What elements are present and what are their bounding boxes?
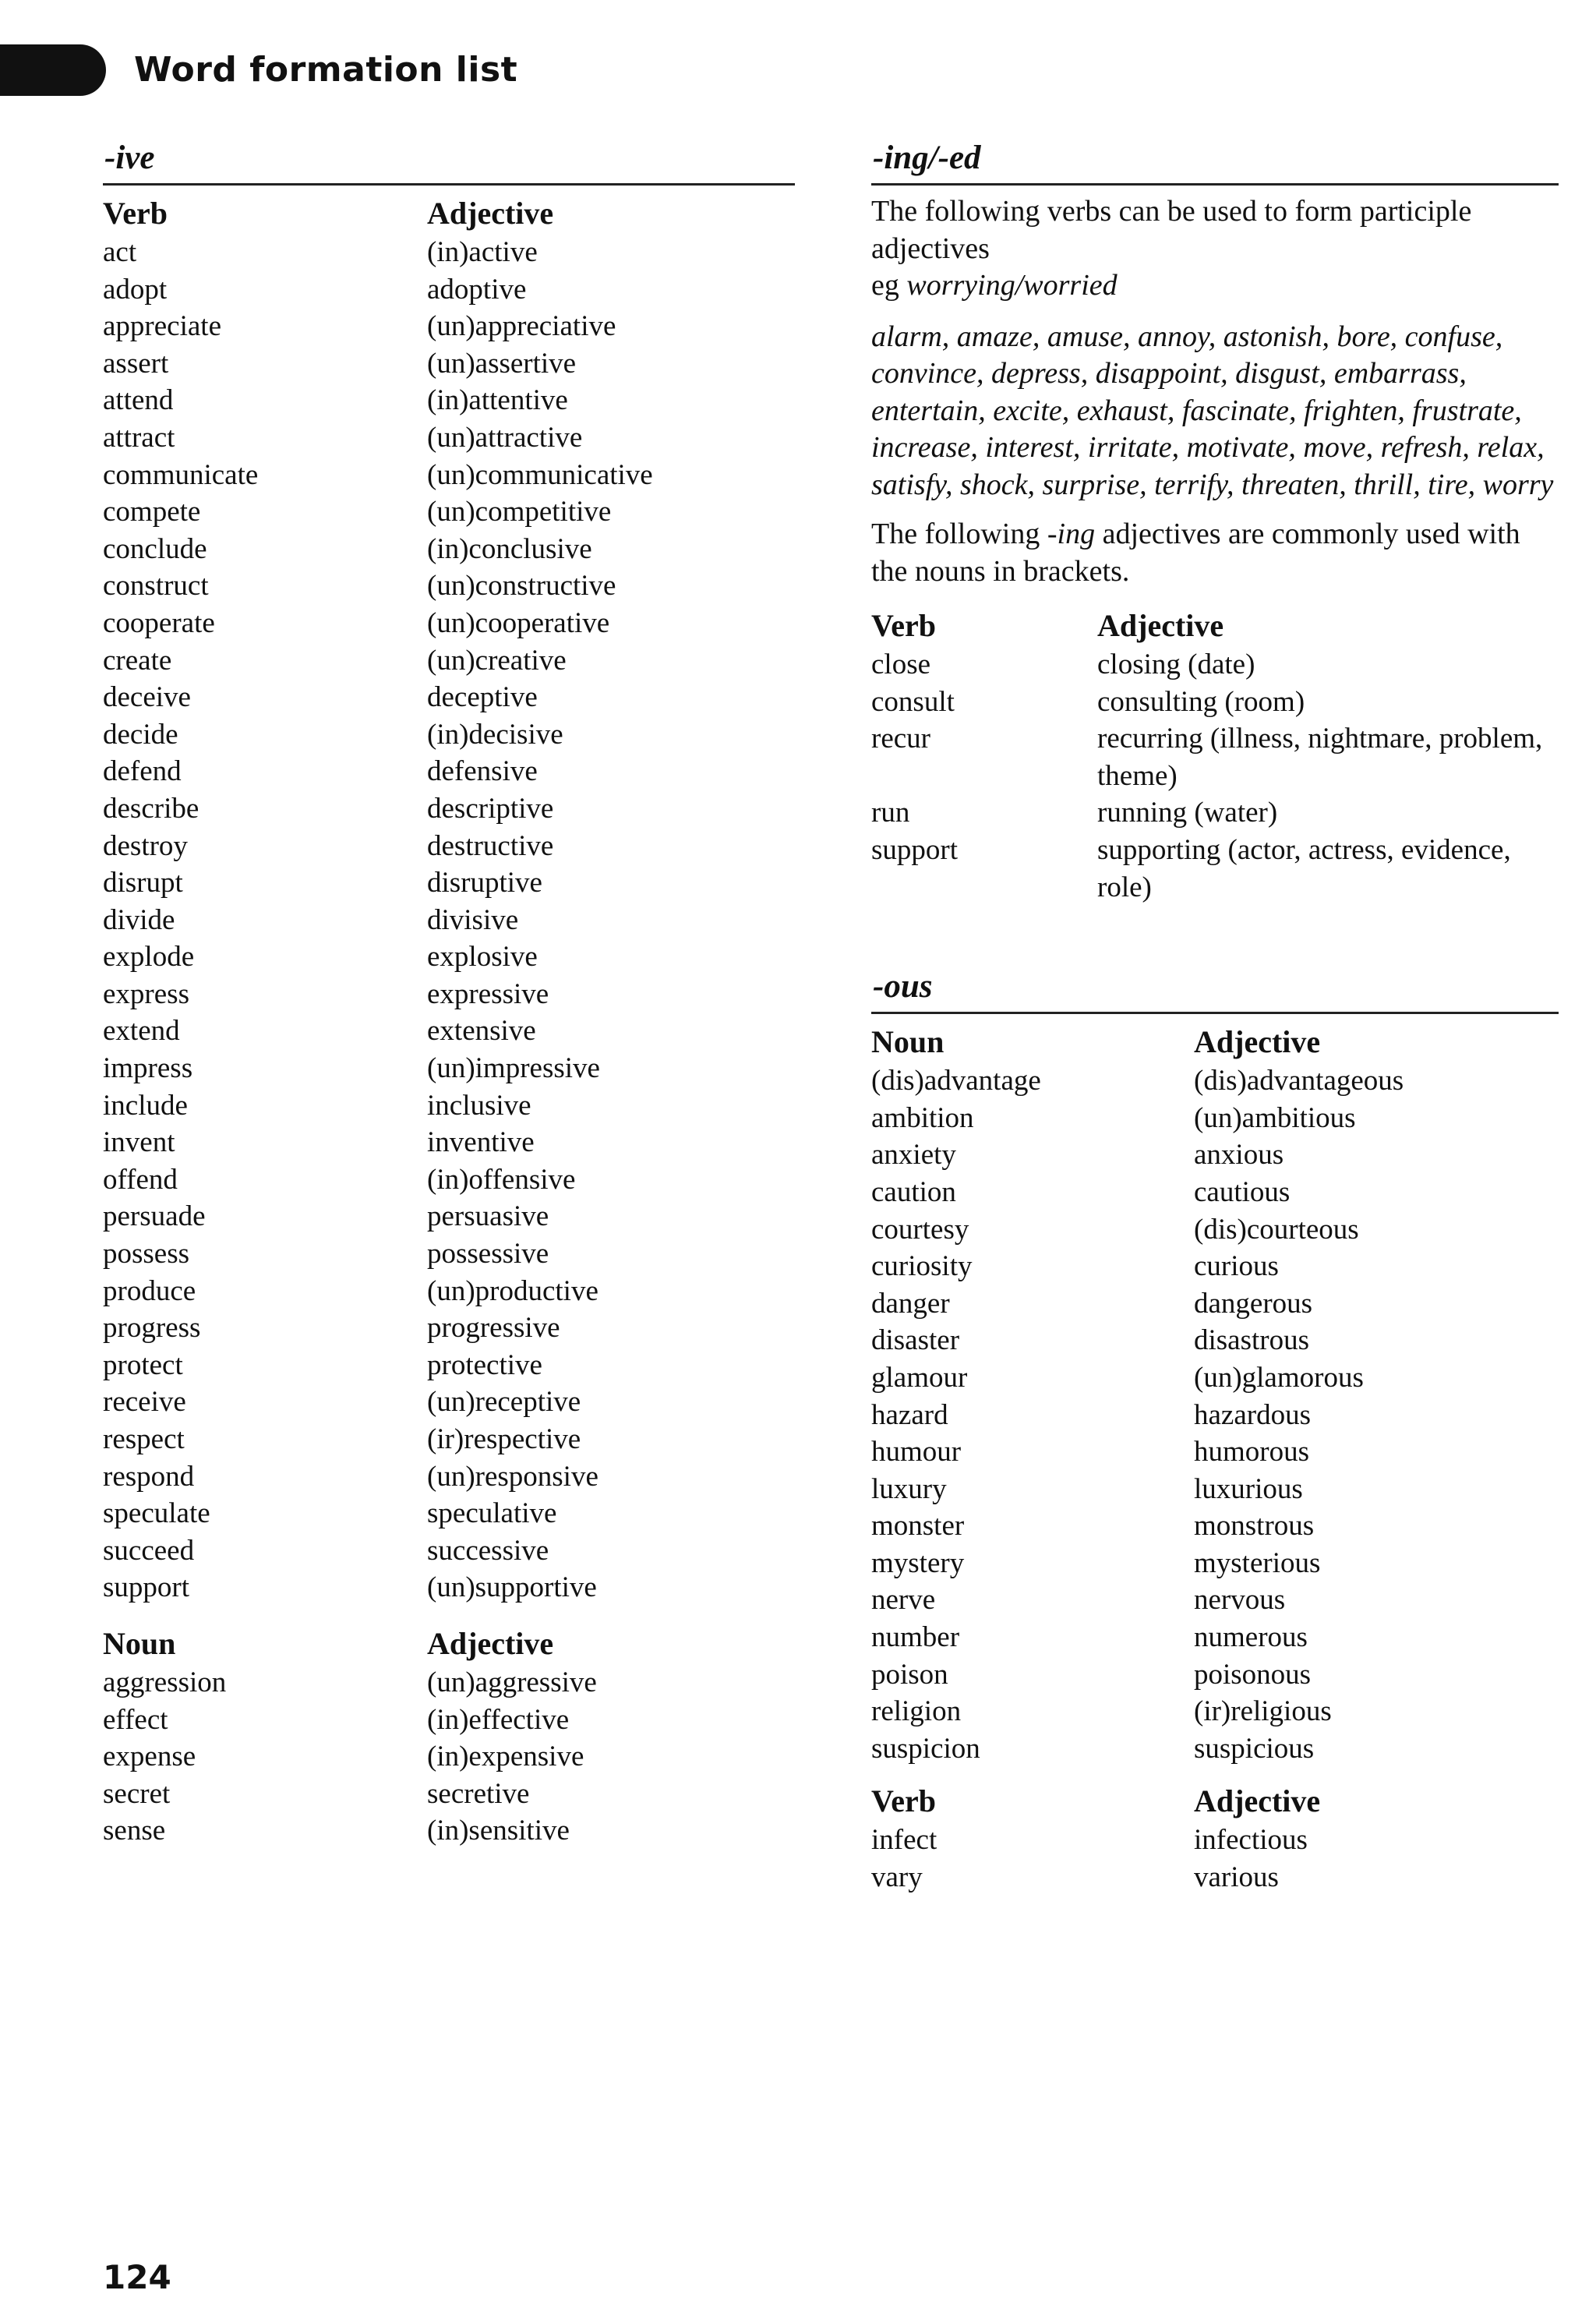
column-header: Noun bbox=[871, 1024, 945, 1060]
base-word: express bbox=[103, 977, 189, 1010]
base-word: decide bbox=[103, 718, 178, 751]
table-row bbox=[103, 976, 795, 1013]
derived-word: successive bbox=[427, 1534, 549, 1567]
base-word: anxiety bbox=[871, 1139, 956, 1172]
derived-word: (un)supportive bbox=[427, 1571, 597, 1604]
table-row bbox=[871, 684, 1559, 721]
table-row bbox=[103, 753, 795, 790]
table-row bbox=[103, 1124, 795, 1161]
table-row bbox=[103, 457, 795, 494]
derived-word: (in)effective bbox=[427, 1703, 570, 1736]
participle-verbs-list: alarm, amaze, amuse, annoy, astonish, bore, confuse, convince, depress, disappoint, disgust, embarrass, entertain, excite, exhaust, fascinate, frighten, frustrate, increase, interest, irritate, motivate, move, refresh, relax, satisfy, shock, surprise, terrify, threaten, thrill, tire, worry bbox=[871, 320, 1554, 501]
base-word: recur bbox=[871, 723, 930, 755]
ing-rows bbox=[871, 646, 1559, 906]
base-word: secret bbox=[103, 1777, 171, 1810]
example-text: worrying/worried bbox=[906, 269, 1118, 302]
base-word: vary bbox=[871, 1861, 923, 1894]
ive-heading: -ive bbox=[104, 140, 155, 176]
derived-word: (in)conclusive bbox=[427, 532, 592, 565]
column-header: Adjective bbox=[427, 1625, 554, 1661]
table-row bbox=[103, 679, 795, 716]
table-row bbox=[103, 1421, 795, 1458]
derived-word: disastrous bbox=[1194, 1324, 1309, 1357]
ing-ed-heading: -ing/-ed bbox=[873, 140, 981, 176]
table-row bbox=[871, 1656, 1559, 1694]
base-word: courtesy bbox=[871, 1213, 969, 1246]
base-word: ambition bbox=[871, 1101, 974, 1134]
derived-word: infectious bbox=[1194, 1824, 1308, 1857]
column-header: Verb bbox=[103, 196, 168, 231]
table-row bbox=[871, 1136, 1559, 1174]
derived-word: suspicious bbox=[1194, 1732, 1315, 1765]
base-word: construct bbox=[103, 570, 209, 603]
table-row bbox=[103, 1309, 795, 1347]
base-word: deceive bbox=[103, 681, 191, 714]
base-word: conclude bbox=[103, 532, 207, 565]
derived-word: possessive bbox=[427, 1238, 549, 1271]
table-row bbox=[103, 1161, 795, 1199]
base-word: persuade bbox=[103, 1200, 206, 1233]
derived-word: curious bbox=[1194, 1250, 1279, 1283]
table-row bbox=[103, 567, 795, 605]
table-row bbox=[103, 1235, 795, 1273]
table-row bbox=[103, 1050, 795, 1087]
table-row bbox=[103, 790, 795, 828]
table-row bbox=[103, 531, 795, 568]
table-row bbox=[871, 1582, 1559, 1619]
base-word: speculate bbox=[103, 1497, 210, 1530]
derived-word: (un)productive bbox=[427, 1274, 598, 1307]
derived-word: defensive bbox=[427, 755, 538, 788]
intro-text: The following verbs can be used to form participle adjectives bbox=[871, 195, 1472, 265]
derived-word: (un)communicative bbox=[427, 458, 653, 491]
derived-word: supporting (actor, actress, evidence, role) bbox=[1097, 833, 1511, 903]
derived-word: (in)sensitive bbox=[427, 1815, 570, 1847]
base-word: assert bbox=[103, 347, 169, 380]
base-word: disaster bbox=[871, 1324, 960, 1357]
table-row bbox=[871, 1100, 1559, 1137]
derived-word: cautious bbox=[1194, 1175, 1291, 1208]
derived-word: (un)constructive bbox=[427, 570, 616, 603]
ive-section bbox=[103, 136, 795, 1850]
derived-word: disruptive bbox=[427, 867, 542, 899]
base-word: succeed bbox=[103, 1534, 195, 1567]
table-row bbox=[103, 1569, 795, 1606]
base-word: possess bbox=[103, 1238, 190, 1271]
table-row bbox=[103, 716, 795, 754]
column-header: Adjective bbox=[1194, 1783, 1321, 1819]
table-row bbox=[871, 1859, 1559, 1896]
ing-adjectives-note bbox=[871, 516, 1559, 590]
base-word: curiosity bbox=[871, 1250, 973, 1283]
base-word: include bbox=[103, 1089, 188, 1122]
table-row bbox=[871, 1545, 1559, 1582]
table-row bbox=[103, 345, 795, 383]
table-row bbox=[103, 1347, 795, 1384]
ous-noun-table-header bbox=[871, 1022, 1559, 1062]
table-row bbox=[871, 1433, 1559, 1471]
base-word: receive bbox=[103, 1386, 186, 1419]
derived-word: adoptive bbox=[427, 273, 527, 306]
base-word: cooperate bbox=[103, 606, 215, 639]
ing-table-header bbox=[871, 606, 1559, 646]
derived-word: (dis)advantageous bbox=[1194, 1065, 1404, 1097]
base-word: danger bbox=[871, 1287, 950, 1320]
derived-word: inventive bbox=[427, 1126, 535, 1159]
derived-word: (un)aggressive bbox=[427, 1666, 597, 1698]
derived-word: recurring (illness, nightmare, problem, theme) bbox=[1097, 723, 1543, 792]
ive-noun-rows bbox=[103, 1664, 795, 1850]
base-word: extend bbox=[103, 1015, 180, 1048]
base-word: attract bbox=[103, 421, 175, 454]
table-row bbox=[871, 1359, 1559, 1397]
base-word: divide bbox=[103, 903, 175, 936]
base-word: defend bbox=[103, 755, 182, 788]
derived-word: extensive bbox=[427, 1015, 536, 1048]
derived-word: (un)assertive bbox=[427, 347, 577, 380]
base-word: respond bbox=[103, 1460, 195, 1493]
table-row bbox=[103, 1013, 795, 1050]
derived-word: nervous bbox=[1194, 1584, 1286, 1617]
table-row bbox=[103, 1532, 795, 1570]
note-suffix: -ing bbox=[1047, 518, 1096, 550]
table-row bbox=[871, 1322, 1559, 1359]
base-word: sense bbox=[103, 1815, 166, 1847]
ive-verb-table-header bbox=[103, 193, 795, 234]
base-word: consult bbox=[871, 685, 955, 718]
derived-word: progressive bbox=[427, 1312, 560, 1345]
ing-ed-section bbox=[871, 136, 1559, 906]
derived-word: (in)expensive bbox=[427, 1741, 584, 1773]
derived-word: (un)competitive bbox=[427, 496, 612, 528]
base-word: impress bbox=[103, 1052, 193, 1085]
base-word: communicate bbox=[103, 458, 259, 491]
note-text: The following bbox=[871, 518, 1047, 550]
example-prefix: eg bbox=[871, 269, 899, 302]
table-row bbox=[871, 1285, 1559, 1323]
column-header: Adjective bbox=[1097, 608, 1224, 643]
ous-verb-table-header bbox=[871, 1781, 1559, 1822]
table-row bbox=[103, 1812, 795, 1850]
base-word: monster bbox=[871, 1510, 965, 1543]
note-text: adjectives are commonly used with the nouns in brackets. bbox=[871, 518, 1520, 588]
base-word: produce bbox=[103, 1274, 196, 1307]
base-word: create bbox=[103, 644, 172, 677]
table-row bbox=[103, 382, 795, 419]
derived-word: various bbox=[1194, 1861, 1279, 1894]
base-word: appreciate bbox=[103, 310, 221, 343]
ous-noun-rows bbox=[871, 1062, 1559, 1767]
derived-word: (un)cooperative bbox=[427, 606, 610, 639]
table-row bbox=[871, 1248, 1559, 1285]
base-word: number bbox=[871, 1621, 960, 1654]
base-word: luxury bbox=[871, 1472, 947, 1505]
ous-verb-rows bbox=[871, 1822, 1559, 1896]
table-row bbox=[103, 1702, 795, 1739]
column-header: Adjective bbox=[427, 196, 554, 231]
derived-word: mysterious bbox=[1194, 1546, 1321, 1579]
derived-word: divisive bbox=[427, 903, 519, 936]
table-row bbox=[103, 1198, 795, 1235]
ous-heading: -ous bbox=[873, 968, 933, 1005]
base-word: close bbox=[871, 649, 931, 680]
derived-word: deceptive bbox=[427, 681, 538, 714]
page-number: 124 bbox=[103, 2258, 171, 2296]
ive-verb-rows bbox=[103, 234, 795, 1606]
table-row bbox=[103, 1458, 795, 1496]
base-word: adopt bbox=[103, 273, 168, 306]
derived-word: numerous bbox=[1194, 1621, 1308, 1654]
derived-word: explosive bbox=[427, 941, 538, 974]
ing-ed-rule bbox=[871, 183, 1559, 186]
base-word: progress bbox=[103, 1312, 201, 1345]
derived-word: (in)active bbox=[427, 236, 538, 268]
derived-word: poisonous bbox=[1194, 1658, 1312, 1691]
table-row bbox=[103, 864, 795, 902]
derived-word: closing (date) bbox=[1097, 649, 1255, 680]
table-row bbox=[871, 1471, 1559, 1508]
table-row bbox=[871, 1062, 1559, 1100]
table-row bbox=[871, 832, 1559, 906]
right-column bbox=[871, 136, 1559, 1896]
page-title: Word formation list bbox=[134, 50, 518, 90]
table-row bbox=[103, 1087, 795, 1125]
table-row bbox=[103, 1384, 795, 1421]
derived-word: anxious bbox=[1194, 1139, 1284, 1172]
table-row bbox=[103, 1776, 795, 1813]
ing-ed-intro bbox=[871, 193, 1559, 305]
derived-word: hazardous bbox=[1194, 1398, 1311, 1431]
base-word: suspicion bbox=[871, 1732, 980, 1765]
derived-word: (ir)religious bbox=[1194, 1695, 1332, 1728]
base-word: invent bbox=[103, 1126, 175, 1159]
column-header: Noun bbox=[103, 1625, 176, 1661]
derived-word: (in)decisive bbox=[427, 718, 563, 751]
derived-word: humorous bbox=[1194, 1436, 1309, 1468]
derived-word: secretive bbox=[427, 1777, 530, 1810]
derived-word: (un)receptive bbox=[427, 1386, 581, 1419]
derived-word: dangerous bbox=[1194, 1287, 1313, 1320]
table-row bbox=[871, 1822, 1559, 1859]
base-word: act bbox=[103, 236, 137, 268]
table-row bbox=[103, 234, 795, 271]
derived-word: persuasive bbox=[427, 1200, 549, 1233]
base-word: mystery bbox=[871, 1546, 965, 1579]
derived-word: speculative bbox=[427, 1497, 557, 1530]
table-row bbox=[103, 1273, 795, 1310]
base-word: religion bbox=[871, 1695, 962, 1728]
derived-word: (ir)respective bbox=[427, 1423, 581, 1455]
base-word: support bbox=[103, 1571, 189, 1604]
derived-word: (un)creative bbox=[427, 644, 567, 677]
base-word: poison bbox=[871, 1658, 948, 1691]
base-word: respect bbox=[103, 1423, 185, 1455]
base-word: aggression bbox=[103, 1666, 227, 1698]
base-word: humour bbox=[871, 1436, 962, 1468]
base-word: (dis)advantage bbox=[871, 1065, 1041, 1097]
base-word: destroy bbox=[103, 829, 188, 862]
ive-rule bbox=[103, 183, 795, 186]
base-word: hazard bbox=[871, 1398, 948, 1431]
base-word: glamour bbox=[871, 1361, 968, 1394]
base-word: offend bbox=[103, 1163, 178, 1196]
derived-word: (dis)courteous bbox=[1194, 1213, 1359, 1246]
derived-word: protective bbox=[427, 1348, 542, 1381]
table-row bbox=[871, 1619, 1559, 1656]
table-row bbox=[103, 605, 795, 642]
page-tab-marker bbox=[0, 44, 106, 96]
table-row bbox=[871, 1730, 1559, 1768]
table-row bbox=[103, 642, 795, 680]
derived-word: (un)appreciative bbox=[427, 310, 616, 343]
table-row bbox=[871, 1507, 1559, 1545]
derived-word: (un)attractive bbox=[427, 421, 583, 454]
derived-word: monstrous bbox=[1194, 1510, 1315, 1543]
base-word: expense bbox=[103, 1741, 196, 1773]
table-row bbox=[871, 794, 1559, 832]
base-word: infect bbox=[871, 1824, 937, 1857]
derived-word: expressive bbox=[427, 977, 549, 1010]
base-word: nerve bbox=[871, 1584, 936, 1617]
table-row bbox=[871, 1211, 1559, 1249]
column-header: Verb bbox=[871, 608, 936, 643]
derived-word: destructive bbox=[427, 829, 554, 862]
table-row bbox=[103, 1495, 795, 1532]
column-header: Adjective bbox=[1194, 1024, 1321, 1060]
derived-word: (in)offensive bbox=[427, 1163, 576, 1196]
derived-word: inclusive bbox=[427, 1089, 531, 1122]
base-word: describe bbox=[103, 792, 200, 825]
base-word: support bbox=[871, 833, 958, 866]
base-word: run bbox=[871, 797, 910, 829]
derived-word: (un)ambitious bbox=[1194, 1101, 1356, 1134]
derived-word: consulting (room) bbox=[1097, 685, 1305, 718]
table-row bbox=[871, 1174, 1559, 1211]
table-row bbox=[103, 1738, 795, 1776]
table-row bbox=[103, 308, 795, 345]
derived-word: (un)glamorous bbox=[1194, 1361, 1364, 1394]
derived-word: (un)impressive bbox=[427, 1052, 600, 1085]
base-word: caution bbox=[871, 1175, 956, 1208]
derived-word: luxurious bbox=[1194, 1472, 1303, 1505]
table-row bbox=[103, 493, 795, 531]
table-row bbox=[103, 1664, 795, 1702]
derived-word: (un)responsive bbox=[427, 1460, 598, 1493]
base-word: attend bbox=[103, 384, 174, 417]
table-row bbox=[103, 828, 795, 865]
ive-noun-table-header bbox=[103, 1624, 795, 1664]
table-row bbox=[103, 902, 795, 939]
table-row bbox=[871, 1397, 1559, 1434]
derived-word: (in)attentive bbox=[427, 384, 568, 417]
table-row bbox=[103, 271, 795, 309]
derived-word: running (water) bbox=[1097, 797, 1278, 829]
table-row bbox=[871, 646, 1559, 684]
ous-rule bbox=[871, 1012, 1559, 1014]
table-row bbox=[103, 938, 795, 976]
ing-table bbox=[871, 606, 1559, 906]
column-header: Verb bbox=[871, 1783, 936, 1819]
derived-word: descriptive bbox=[427, 792, 554, 825]
table-row bbox=[871, 1693, 1559, 1730]
table-row bbox=[871, 720, 1559, 794]
ous-section bbox=[871, 965, 1559, 1896]
base-word: explode bbox=[103, 941, 195, 974]
base-word: protect bbox=[103, 1348, 183, 1381]
base-word: effect bbox=[103, 1703, 168, 1736]
table-row bbox=[103, 419, 795, 457]
base-word: compete bbox=[103, 496, 201, 528]
base-word: disrupt bbox=[103, 867, 183, 899]
